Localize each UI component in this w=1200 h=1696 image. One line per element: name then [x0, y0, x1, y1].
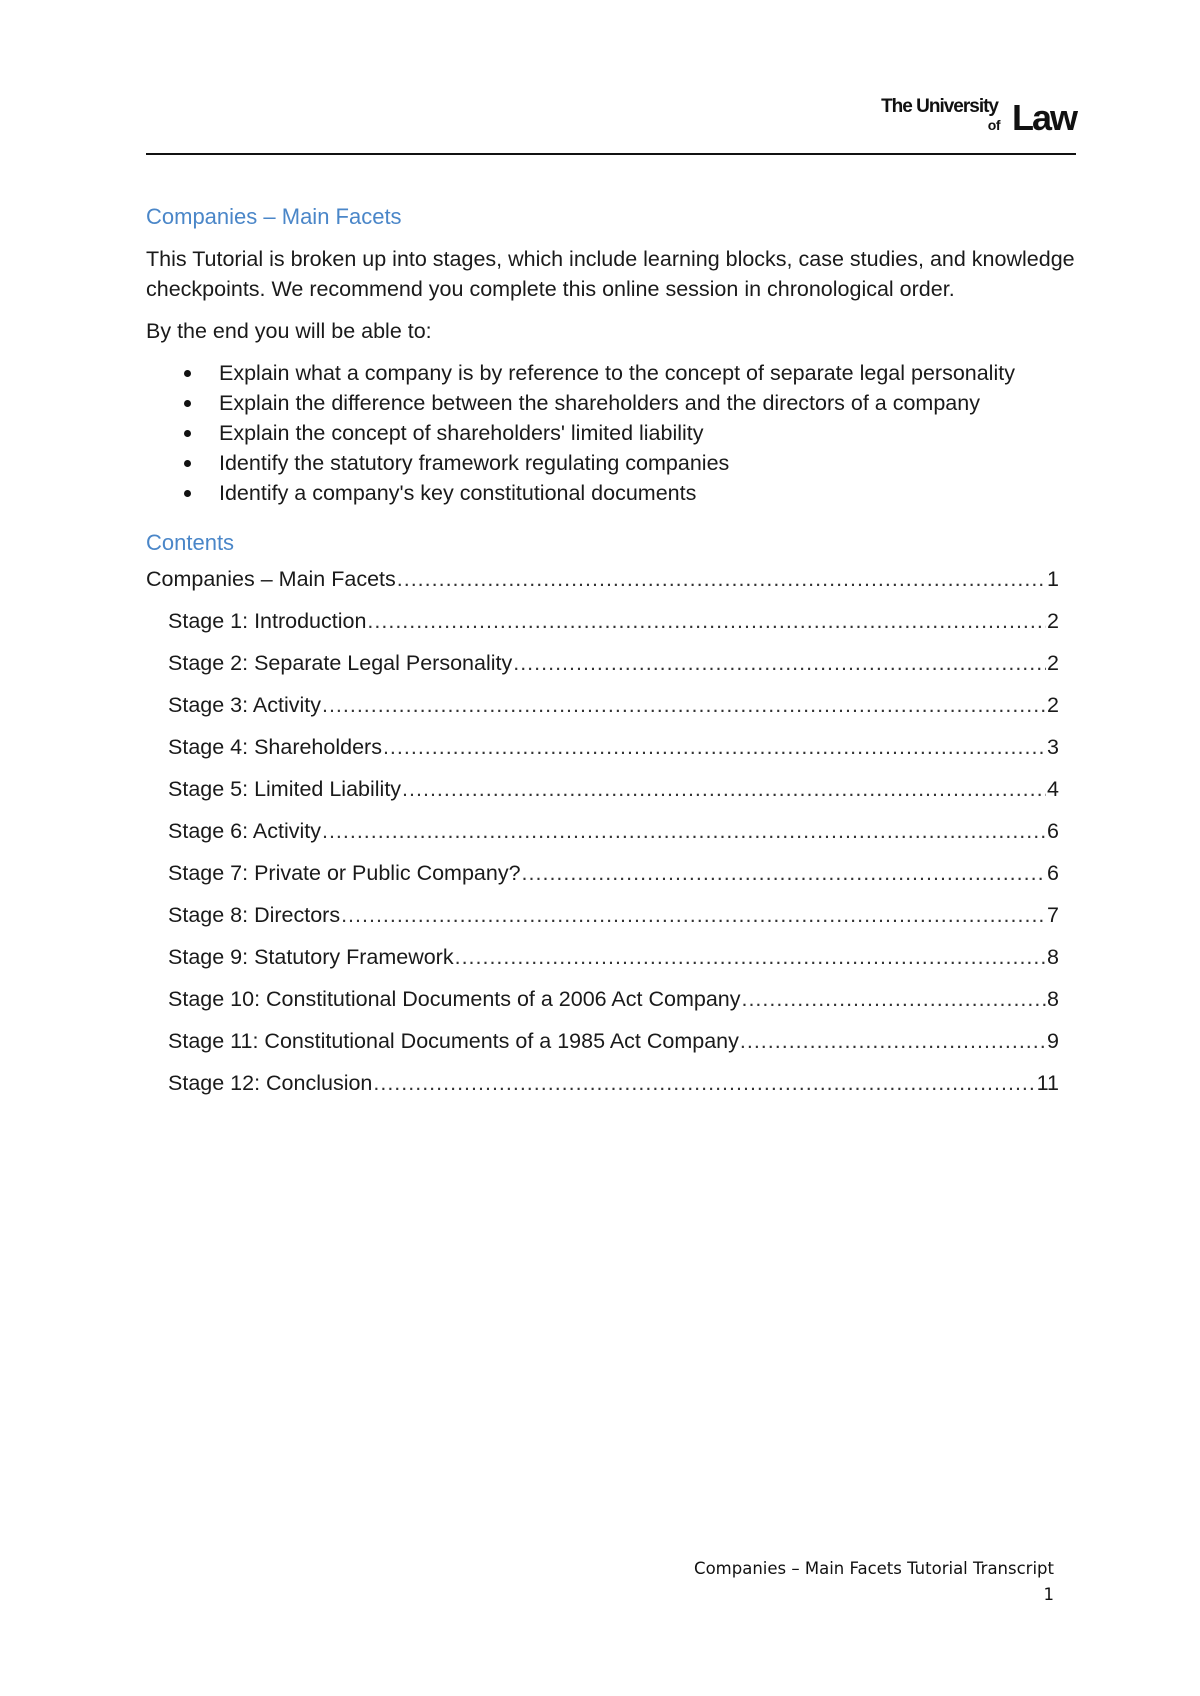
list-item: Explain the concept of shareholders' limited liability: [146, 418, 1076, 448]
footer-page-number: 1: [1043, 1585, 1054, 1604]
list-item: Explain what a company is by reference to the concept of separate legal personality: [146, 358, 1076, 388]
list-item: Explain the difference between the shareholders and the directors of a company: [146, 388, 1076, 418]
toc-entry[interactable]: [146, 690, 1076, 732]
toc-page-number: 2: [1047, 693, 1059, 717]
toc-entry[interactable]: [146, 858, 1076, 900]
toc-entry[interactable]: [146, 606, 1076, 648]
toc-entry[interactable]: [146, 984, 1076, 1026]
page-title: Companies – Main Facets: [146, 204, 402, 229]
toc-leader: [322, 816, 1046, 846]
toc-leader: [383, 732, 1046, 762]
toc-page-number: 1: [1047, 567, 1059, 591]
toc-page-number: 2: [1047, 651, 1059, 675]
toc-entry-title: Stage 1: Introduction: [168, 609, 367, 633]
toc-leader: [373, 1068, 1035, 1098]
toc-entry-title: Companies – Main Facets: [146, 567, 396, 591]
toc-entry-title: Stage 5: Limited Liability: [168, 777, 402, 801]
toc-leader: [341, 900, 1046, 930]
logo-text-of: of: [987, 117, 1000, 133]
intro-paragraph: This Tutorial is broken up into stages, which include learning blocks, case studies, and knowledge checkpoints. We recommend you complete this online session in chronological order.: [146, 247, 1075, 301]
toc-entry[interactable]: [146, 816, 1076, 858]
contents-heading: Contents: [146, 530, 235, 555]
toc-page-number: 6: [1047, 819, 1059, 843]
toc-entry-title: Stage 3: Activity: [168, 693, 321, 717]
toc-entry[interactable]: [146, 774, 1076, 816]
toc-entry-title: Stage 2: Separate Legal Personality: [168, 651, 513, 675]
logo-text-the-university: The University: [881, 96, 998, 117]
toc-page-number: 11: [1036, 1071, 1059, 1095]
toc-entry[interactable]: [146, 648, 1076, 690]
toc-leader: [740, 1026, 1046, 1056]
toc-entry[interactable]: [146, 1026, 1076, 1068]
toc-entry[interactable]: [146, 732, 1076, 774]
toc-entry[interactable]: [146, 942, 1076, 984]
toc-leader: [367, 606, 1046, 636]
toc-entry[interactable]: [146, 564, 1076, 606]
toc-leader: [455, 942, 1046, 972]
toc-entry-title: Stage 8: Directors: [168, 903, 341, 927]
toc-page-number: 7: [1047, 903, 1059, 927]
toc-page-number: 8: [1047, 945, 1059, 969]
toc-page-number: 8: [1047, 987, 1059, 1011]
toc-leader: [397, 564, 1046, 594]
toc-entry-title: Stage 7: Private or Public Company?: [168, 861, 521, 885]
toc-entry-title: Stage 6: Activity: [168, 819, 321, 843]
objectives-lead: By the end you will be able to:: [146, 319, 432, 343]
university-logo: [876, 96, 1076, 142]
toc-page-number: 3: [1047, 735, 1059, 759]
logo-text-law: Law: [1011, 97, 1076, 138]
toc-entry[interactable]: [146, 900, 1076, 942]
toc-page-number: 6: [1047, 861, 1059, 885]
table-of-contents: [146, 564, 1076, 1110]
toc-page-number: 2: [1047, 609, 1059, 633]
page-footer: [694, 1556, 1054, 1608]
objectives-list: [146, 358, 1076, 508]
toc-entry-title: Stage 12: Conclusion: [168, 1071, 373, 1095]
page-content: [146, 202, 1076, 1110]
list-item: Identify the statutory framework regulating companies: [146, 448, 1076, 478]
footer-title: Companies – Main Facets Tutorial Transcript: [694, 1559, 1054, 1578]
toc-entry-title: Stage 10: Constitutional Documents of a 2006 Act Company: [168, 987, 741, 1011]
toc-leader: [322, 690, 1046, 720]
toc-entry-title: Stage 9: Statutory Framework: [168, 945, 454, 969]
toc-leader: [741, 984, 1046, 1014]
toc-entry[interactable]: [146, 1068, 1076, 1110]
header-rule: [146, 153, 1076, 155]
toc-leader: [513, 648, 1046, 678]
toc-page-number: 9: [1047, 1029, 1059, 1053]
toc-leader: [522, 858, 1046, 888]
list-item: Identify a company's key constitutional documents: [146, 478, 1076, 508]
toc-entry-title: Stage 11: Constitutional Documents of a 1985 Act Company: [168, 1029, 739, 1053]
toc-entry-title: Stage 4: Shareholders: [168, 735, 382, 759]
toc-page-number: 4: [1047, 777, 1059, 801]
toc-leader: [402, 774, 1046, 804]
